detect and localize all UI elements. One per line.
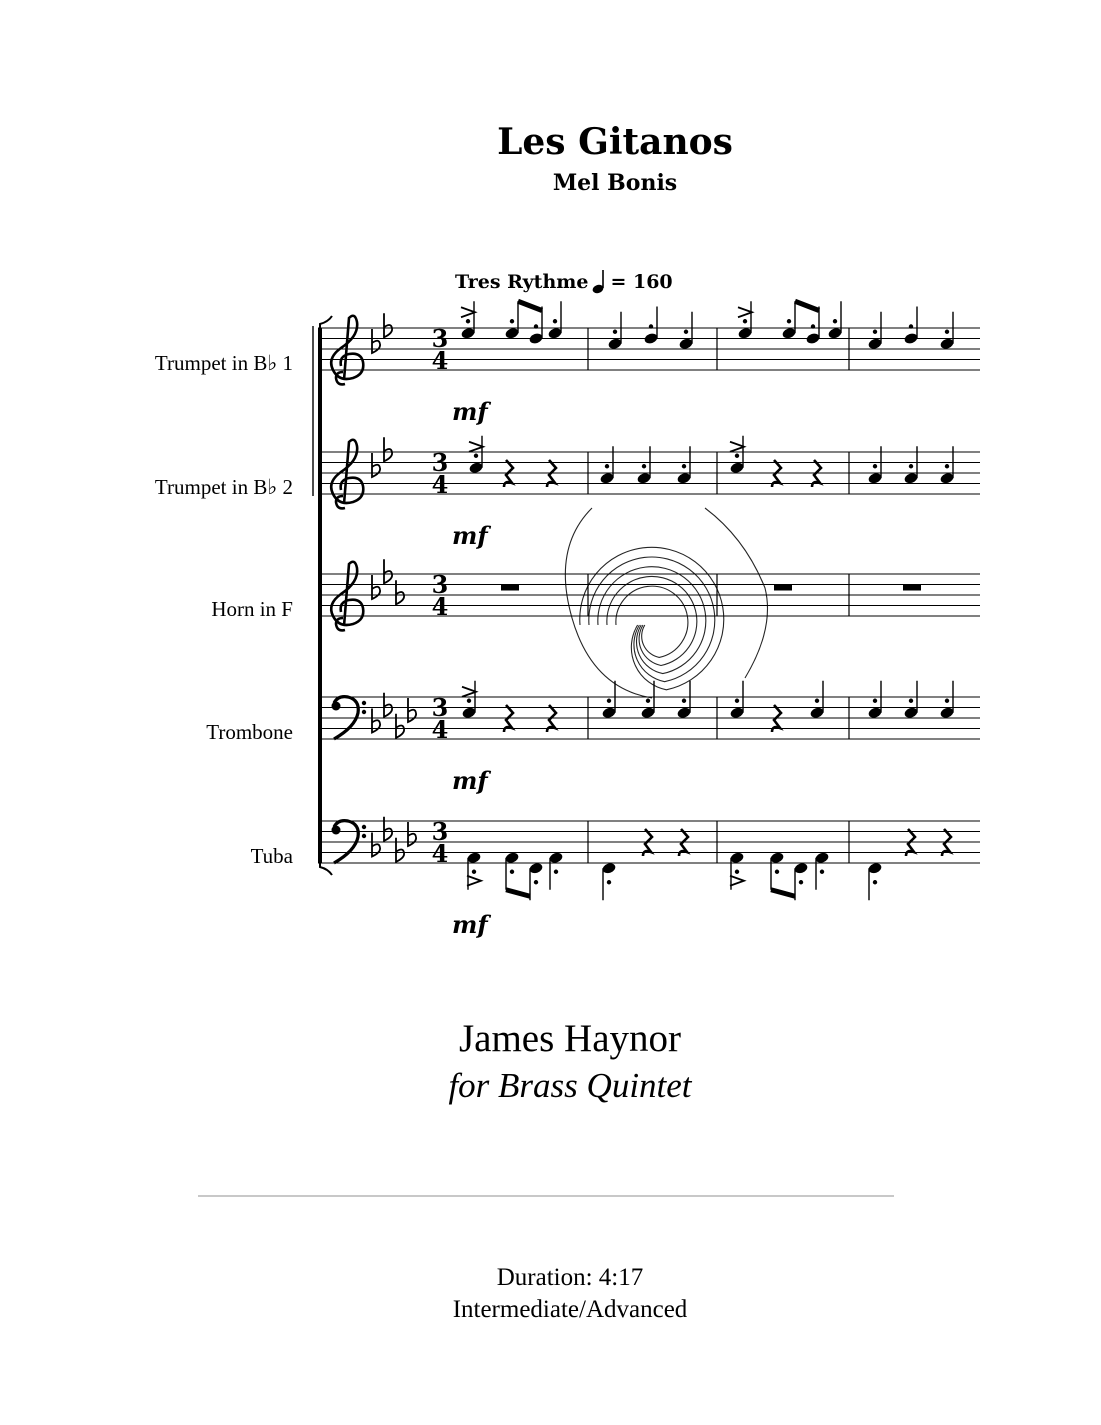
ensemble-subtitle: for Brass Quintet xyxy=(448,1066,692,1105)
time-signature-numerator: 3 xyxy=(431,817,449,846)
staccato-dot xyxy=(684,330,688,334)
flat-icon xyxy=(384,437,392,461)
staccato-dot xyxy=(909,464,913,468)
treble-clef-icon xyxy=(331,562,363,631)
staccato-dot xyxy=(649,324,653,328)
flat-icon xyxy=(384,693,392,717)
staccato-dot xyxy=(466,319,470,323)
time-signature-numerator: 3 xyxy=(431,693,449,722)
accent-mark xyxy=(469,442,483,452)
time-signature-numerator: 3 xyxy=(431,570,449,599)
staccato-dot xyxy=(735,454,739,458)
staccato-dot xyxy=(820,870,824,874)
staccato-dot xyxy=(472,870,476,874)
divider-line xyxy=(198,1195,894,1197)
whole-rest-icon xyxy=(501,585,519,591)
staccato-dot xyxy=(474,454,478,458)
staccato-dot xyxy=(682,464,686,468)
flat-icon xyxy=(396,838,404,862)
staccato-dot xyxy=(646,699,650,703)
instrument-label-trumpet-2: Trumpet in B♭ 2 xyxy=(154,475,293,499)
arranger-name: James Haynor xyxy=(458,1017,682,1060)
staccato-dot xyxy=(945,699,949,703)
staccato-dot xyxy=(682,699,686,703)
score-title: Les Gitanos xyxy=(497,121,733,163)
duration-text: Duration: 4:17 xyxy=(496,1264,644,1291)
flat-icon xyxy=(396,580,404,604)
staccato-dot xyxy=(873,880,877,884)
time-signature-denominator: 4 xyxy=(431,592,449,621)
staccato-dot xyxy=(534,880,538,884)
staccato-dot xyxy=(743,319,747,323)
staccato-dot xyxy=(605,464,609,468)
time-signature-denominator: 4 xyxy=(431,839,449,868)
staccato-dot xyxy=(945,330,949,334)
time-signature-numerator: 3 xyxy=(431,324,449,353)
time-signature-denominator: 4 xyxy=(431,470,449,499)
difficulty-level: Intermediate/Advanced xyxy=(452,1296,688,1323)
staccato-dot xyxy=(553,319,557,323)
dynamic-marking: mf xyxy=(452,766,488,795)
accent-mark xyxy=(467,876,481,886)
treble-clef-icon xyxy=(331,316,363,385)
accent-mark xyxy=(738,307,752,317)
accent-mark xyxy=(461,307,475,317)
staccato-dot xyxy=(909,324,913,328)
time-signature-denominator: 4 xyxy=(431,715,449,744)
staccato-dot xyxy=(613,330,617,334)
staccato-dot xyxy=(775,870,779,874)
flat-icon xyxy=(384,817,392,841)
staccato-dot xyxy=(873,464,877,468)
accent-mark xyxy=(730,876,744,886)
staccato-dot xyxy=(467,699,471,703)
staccato-dot xyxy=(833,319,837,323)
swirl-decoration xyxy=(565,508,767,698)
instrument-label-trumpet-1: Trumpet in B♭ 1 xyxy=(154,351,293,375)
flat-icon xyxy=(384,559,392,583)
dynamic-marking: mf xyxy=(452,397,488,426)
staccato-dot xyxy=(873,699,877,703)
staccato-dot xyxy=(607,880,611,884)
beam xyxy=(506,890,530,897)
accent-mark xyxy=(462,687,476,697)
staccato-dot xyxy=(909,699,913,703)
accent-mark xyxy=(730,442,744,452)
staccato-dot xyxy=(607,699,611,703)
staccato-dot xyxy=(554,870,558,874)
dynamic-marking: mf xyxy=(452,521,488,550)
treble-clef-icon xyxy=(331,440,363,509)
staccato-dot xyxy=(787,319,791,323)
whole-rest-icon xyxy=(774,585,792,591)
staccato-dot xyxy=(799,880,803,884)
flat-icon xyxy=(396,714,404,738)
staccato-dot xyxy=(873,330,877,334)
beam xyxy=(518,301,542,310)
staccato-dot xyxy=(735,870,739,874)
composer-name: Mel Bonis xyxy=(552,170,678,196)
staccato-dot xyxy=(815,699,819,703)
flat-icon xyxy=(384,313,392,337)
beam xyxy=(771,890,795,897)
staccato-dot xyxy=(735,699,739,703)
staccato-dot xyxy=(510,319,514,323)
bracket-top-hook xyxy=(320,316,332,328)
instrument-label-horn: Horn in F xyxy=(211,597,293,621)
bracket-bottom-hook xyxy=(320,863,332,875)
beam xyxy=(795,301,819,310)
time-signature-numerator: 3 xyxy=(431,448,449,477)
whole-rest-icon xyxy=(903,585,921,591)
staccato-dot xyxy=(510,870,514,874)
staccato-dot xyxy=(534,324,538,328)
staccato-dot xyxy=(811,324,815,328)
instrument-label-trombone: Trombone xyxy=(206,720,293,744)
staccato-dot xyxy=(642,464,646,468)
dynamic-marking: mf xyxy=(452,910,488,939)
instrument-label-tuba: Tuba xyxy=(250,844,293,868)
tempo-text: Tres Rythme xyxy=(455,271,589,293)
time-signature-denominator: 4 xyxy=(431,346,449,375)
tempo-value: = 160 xyxy=(610,271,673,293)
staccato-dot xyxy=(945,464,949,468)
